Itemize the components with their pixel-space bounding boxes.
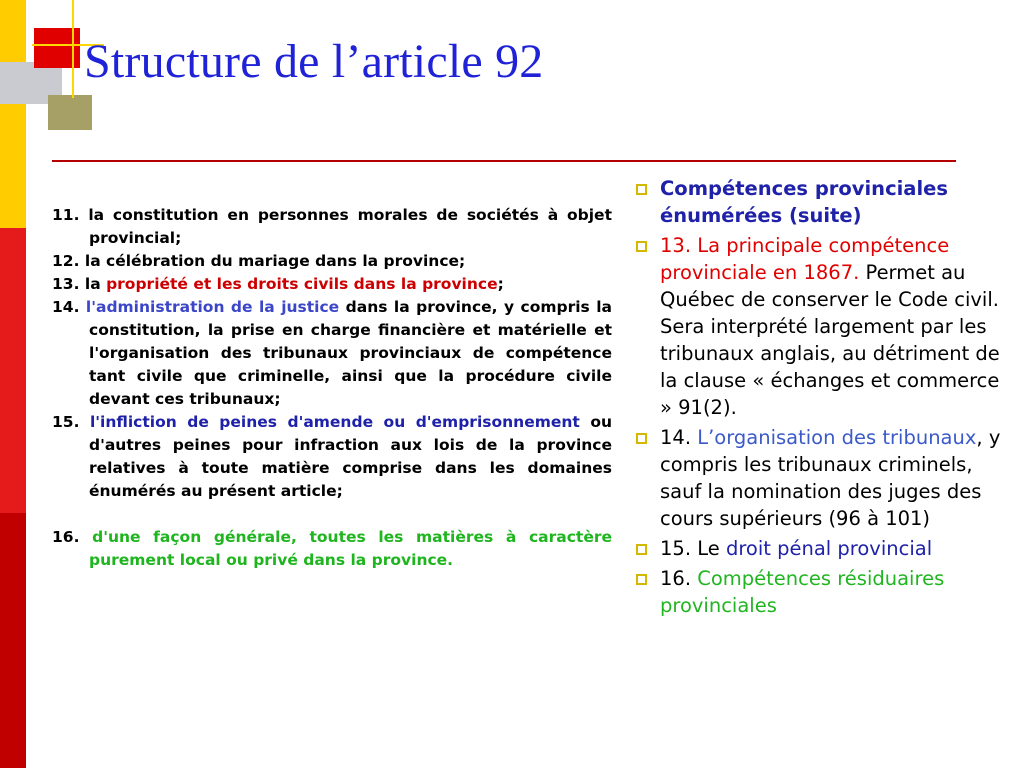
left-stripe-dark-red <box>0 513 26 768</box>
square-bullet-icon <box>636 241 647 252</box>
bullet-text: , y compris les tribunaux criminels, sauf la nomination des juges des cours supérieurs (96 à 101) <box>660 426 1001 530</box>
item-number: 15. <box>52 413 80 431</box>
item-text: la constitution en personnes morales de sociétés à objet provincial; <box>88 206 612 247</box>
bullet-16 <box>634 565 1002 619</box>
article-item-13 <box>52 273 612 296</box>
item-number: 14. <box>52 298 80 316</box>
item-text: la célébration du mariage dans la province; <box>84 252 466 270</box>
item-text: dans la province, y compris la constitution, la prise en charge financière et matérielle et l'organisation des tribunaux provinciaux de compétence tant civile que criminelle, ainsi que la procédure civile devant ces tribunaux; <box>89 298 612 408</box>
article-item-16 <box>52 526 612 572</box>
bullet-highlight: Compétences résiduaires provinciales <box>660 567 945 617</box>
square-bullet-icon <box>636 433 647 444</box>
item-highlight: l'administration de la justice <box>85 298 340 316</box>
item-text: ; <box>497 275 504 293</box>
article-text <box>52 204 612 572</box>
article-item-14 <box>52 296 612 411</box>
item-text: la <box>84 275 101 293</box>
item-number: 16. <box>52 528 80 546</box>
spacer <box>52 503 612 526</box>
square-bullet-icon <box>636 184 647 195</box>
commentary-bullets <box>634 175 1002 622</box>
item-highlight: d'une façon générale, toutes les matières à caractère purement local ou privé dans la province. <box>89 528 612 569</box>
square-bullet-icon <box>636 544 647 555</box>
bullet-number: 14. <box>660 426 692 449</box>
deco-gold-line-vertical <box>72 0 74 98</box>
item-text: ou d'autres peines pour infraction aux lois de la province relatives à toute matière comprise dans les domaines énumérés au présent article; <box>89 413 612 500</box>
bullet-heading <box>634 175 1002 229</box>
title-rule <box>52 160 956 162</box>
bullet-highlight: droit pénal provincial <box>725 537 933 560</box>
item-number: 13. <box>52 275 80 293</box>
item-number: 11. <box>52 206 80 224</box>
article-item-12 <box>52 250 612 273</box>
square-bullet-icon <box>636 574 647 585</box>
bullet-number: 16. <box>660 567 692 590</box>
slide-title: Structure de l’article 92 <box>84 35 544 88</box>
bullet-13 <box>634 232 1002 421</box>
left-stripe-red <box>0 228 26 513</box>
article-item-11 <box>52 204 612 250</box>
article-item-15 <box>52 411 612 503</box>
left-stripe-yellow <box>0 0 26 228</box>
bullet-15 <box>634 535 1002 562</box>
item-highlight: propriété et les droits civils dans la province <box>106 275 498 293</box>
bullet-14 <box>634 424 1002 532</box>
bullet-text: Compétences provinciales énumérées (suite) <box>660 177 948 227</box>
deco-olive-square <box>48 95 92 130</box>
bullet-highlight: L’organisation des tribunaux <box>697 426 977 449</box>
bullet-highlight: La principale compétence provinciale en 1867. <box>660 234 950 284</box>
item-highlight: l'infliction de peines d'amende ou d'emprisonnement <box>89 413 580 431</box>
bullet-number: 15. Le <box>660 537 720 560</box>
bullet-number: 13. <box>660 234 692 257</box>
item-number: 12. <box>52 252 80 270</box>
bullet-text: Permet au Québec de conserver le Code civil. Sera interprété largement par les tribunaux anglais, au détriment de la clause « échanges et commerce » 91(2). <box>660 261 1000 419</box>
